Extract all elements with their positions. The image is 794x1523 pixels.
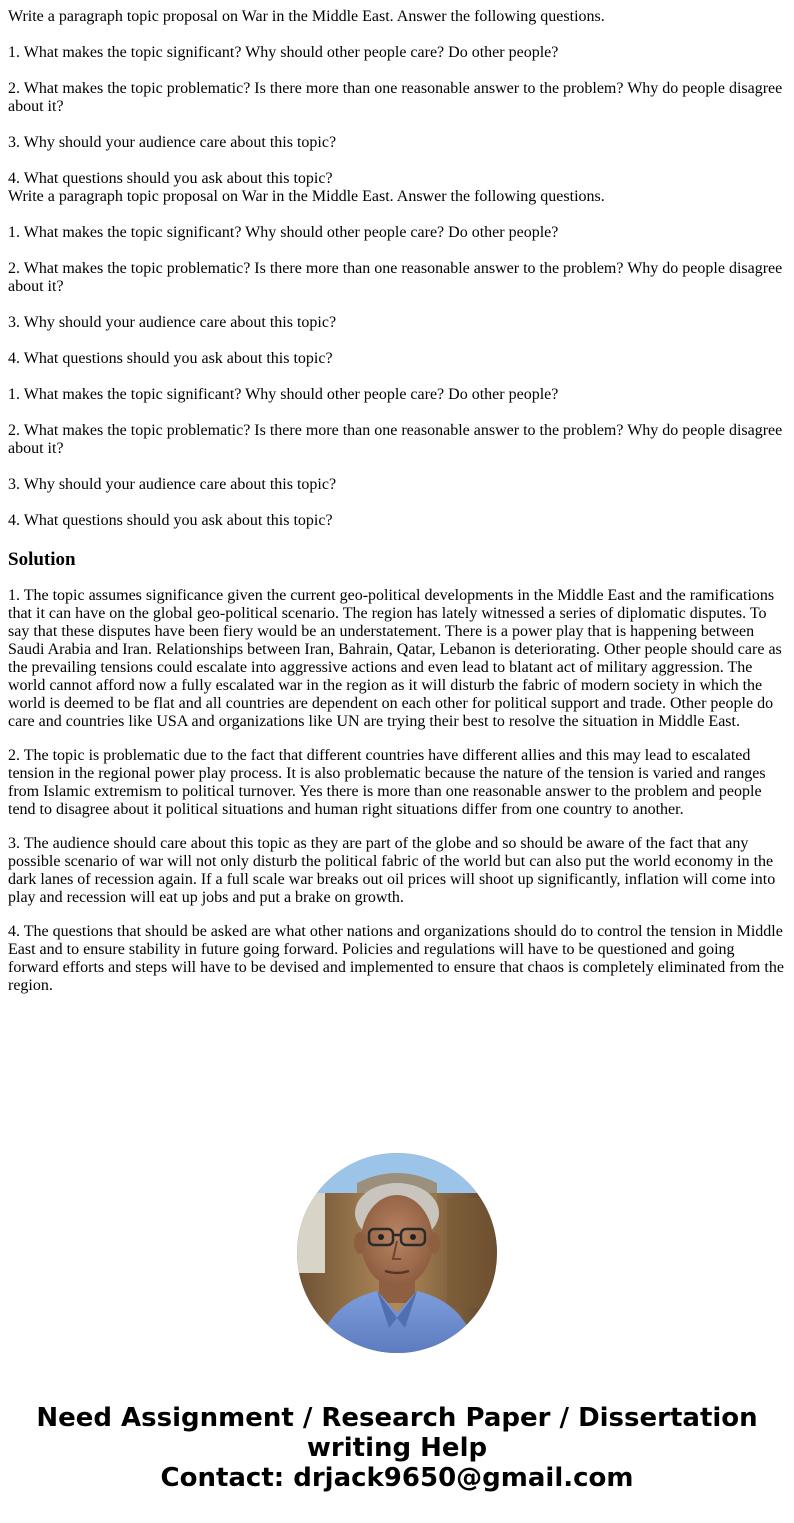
question-1: 1. What makes the topic significant? Why should other people care? Do other people? (8, 44, 559, 61)
question-2: 2. What makes the topic problematic? Is there more than one reasonable answer to the problem? Why do people disagree about it? (8, 422, 783, 457)
contact-footer (0, 1403, 794, 1493)
question-block-3 (8, 386, 786, 530)
question-intro: Write a paragraph topic proposal on War in the Middle East. Answer the following questions. (8, 188, 605, 205)
solution-answers (8, 587, 786, 995)
footer-contact-email[interactable]: Contact: drjack9650@gmail.com (160, 1463, 634, 1493)
question-4: 4. What questions should you ask about this topic? (8, 350, 333, 367)
author-photo (297, 1153, 497, 1353)
question-2: 2. What makes the topic problematic? Is there more than one reasonable answer to the problem? Why do people disagree about it? (8, 80, 783, 115)
question-1: 1. What makes the topic significant? Why should other people care? Do other people? (8, 386, 559, 403)
question-block-2 (8, 188, 786, 386)
answer-1: 1. The topic assumes significance given the current geo-political developments in the Middle East and the ramifications that it can have on the global geo-political scenario. The region has lately witnessed a series of diplomatic disputes. To say that these disputes have been fiery would be an understatement. There is a power play that is happening between Saudi Arabia and Iran. Relationships between Iran, Bahrain, Qatar, Lebanon is deteriorating. Other people should care as the prevailing tensions could escalate into aggressive actions and even lead to blatant act of military aggression. The world cannot afford now a fully escalated war in the region as it will disturb the fabric of modern society in which the world is deemed to be flat and all countries are dependent on each other for political support and trade. Other people do care and countries like USA and organizations like UN are trying their best to resolve the situation in Middle East. (8, 587, 782, 730)
answer-2: 2. The topic is problematic due to the fact that different countries have different allies and this may lead to escalated tension in the regional power play process. It is also problematic because the nature of the tension is varied and ranges from Islamic extremism to political turnover. Yes there is more than one reasonable answer to the problem and people tend to disagree about it political situations and human right situations differ from one country to another. (8, 747, 766, 818)
question-3: 3. Why should your audience care about this topic? (8, 314, 337, 331)
question-4: 4. What questions should you ask about this topic? (8, 170, 333, 187)
question-4: 4. What questions should you ask about this topic? (8, 512, 333, 529)
question-1: 1. What makes the topic significant? Why should other people care? Do other people? (8, 224, 559, 241)
footer-help-text: Need Assignment / Research Paper / Dissertation writing Help (36, 1403, 758, 1463)
question-block-1 (8, 8, 786, 188)
author-avatar (297, 1153, 497, 1353)
question-3: 3. Why should your audience care about this topic? (8, 134, 337, 151)
question-3: 3. Why should your audience care about this topic? (8, 476, 337, 493)
answer-3: 3. The audience should care about this topic as they are part of the globe and so should be aware of the fact that any possible scenario of war will not only disturb the political fabric of the world but can also put the world economy in the dark lanes of recession again. If a full scale war breaks out oil prices will shoot up significantly, inflation will come into play and recession will eat up jobs and put a brake on growth. (8, 835, 776, 906)
question-intro: Write a paragraph topic proposal on War in the Middle East. Answer the following questions. (8, 8, 605, 25)
solution-heading: Solution (8, 549, 76, 570)
answer-4: 4. The questions that should be asked are what other nations and organizations should do to control the tension in Middle East and to ensure stability in future going forward. Policies and regulations will have to be questioned and going forward efforts and steps will have to be devised and implemented to ensure that chaos is completely eliminated from the region. (8, 923, 784, 994)
question-2: 2. What makes the topic problematic? Is there more than one reasonable answer to the problem? Why do people disagree about it? (8, 260, 783, 295)
